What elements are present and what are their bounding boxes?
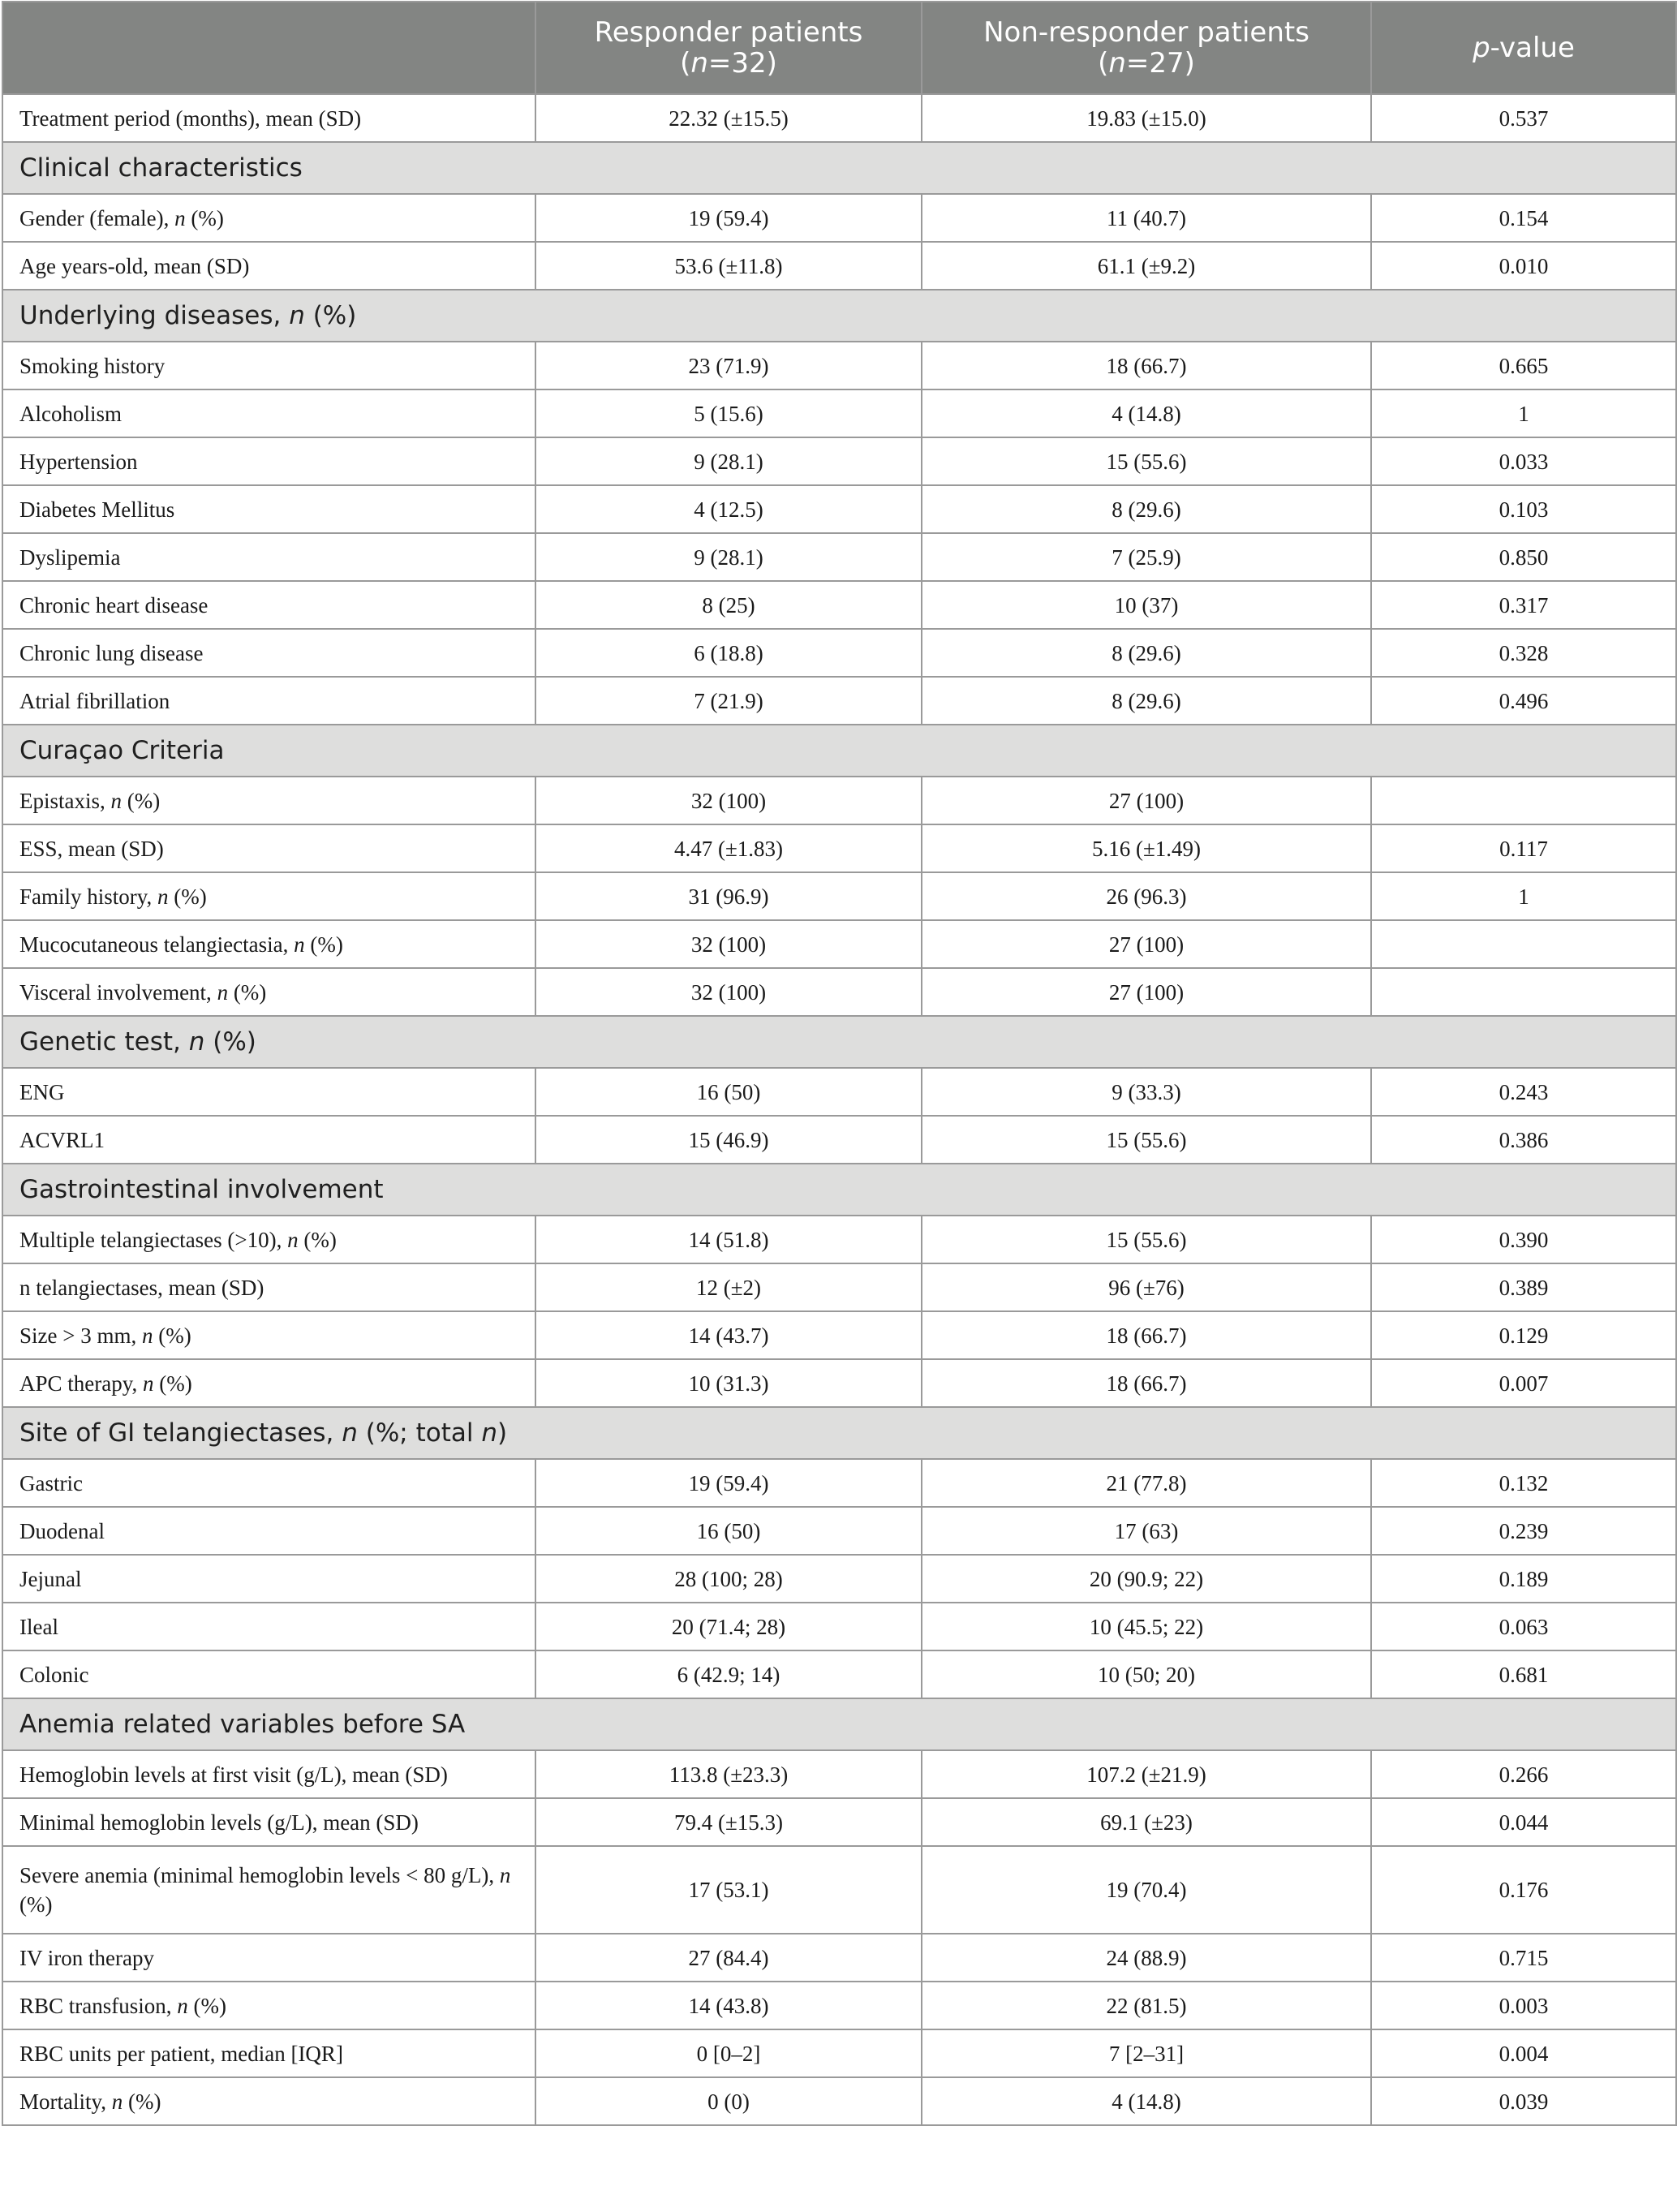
row-label: Visceral involvement, n (%) — [2, 968, 535, 1016]
table-row — [2, 1068, 1676, 1116]
table-row — [2, 1846, 1676, 1934]
responder-value: 9 (28.1) — [535, 533, 922, 581]
table-row — [2, 1982, 1676, 2029]
table-row — [2, 1650, 1676, 1698]
non-responder-value: 96 (±76) — [922, 1263, 1371, 1311]
responder-value: 9 (28.1) — [535, 437, 922, 485]
table-row — [2, 1263, 1676, 1311]
table-row — [2, 437, 1676, 485]
responder-value: 113.8 (±23.3) — [535, 1750, 922, 1798]
responder-value: 19 (59.4) — [535, 194, 922, 242]
header-non-responder-title: Non-responder patients — [983, 16, 1309, 49]
non-responder-value: 27 (100) — [922, 968, 1371, 1016]
row-label: ENG — [2, 1068, 535, 1116]
responder-value: 79.4 (±15.3) — [535, 1798, 922, 1846]
header-non-responder — [922, 2, 1371, 94]
responder-value: 7 (21.9) — [535, 677, 922, 725]
non-responder-value: 26 (96.3) — [922, 872, 1371, 920]
table-row — [2, 194, 1676, 242]
p-value: 0.715 — [1371, 1934, 1676, 1982]
p-value: 0.044 — [1371, 1798, 1676, 1846]
p-value: 0.681 — [1371, 1650, 1676, 1698]
header-responder-title: Responder patients — [594, 16, 863, 49]
section-header-row — [2, 1016, 1676, 1068]
non-responder-value: 27 (100) — [922, 920, 1371, 968]
non-responder-value: 107.2 (±21.9) — [922, 1750, 1371, 1798]
table-row — [2, 2029, 1676, 2077]
p-value: 0.537 — [1371, 94, 1676, 142]
responder-value: 14 (43.8) — [535, 1982, 922, 2029]
non-responder-value: 19 (70.4) — [922, 1846, 1371, 1934]
non-responder-value: 15 (55.6) — [922, 437, 1371, 485]
row-label: Multiple telangiectases (>10), n (%) — [2, 1216, 535, 1263]
row-label: Chronic heart disease — [2, 581, 535, 629]
section-title: Underlying diseases, n (%) — [2, 290, 1676, 342]
row-label: Gender (female), n (%) — [2, 194, 535, 242]
p-value: 0.189 — [1371, 1555, 1676, 1603]
p-value: 0.389 — [1371, 1263, 1676, 1311]
p-value: 0.386 — [1371, 1116, 1676, 1164]
responder-value: 10 (31.3) — [535, 1359, 922, 1407]
section-header-row — [2, 142, 1676, 194]
responder-value: 4 (12.5) — [535, 485, 922, 533]
table-row — [2, 1116, 1676, 1164]
non-responder-value: 8 (29.6) — [922, 677, 1371, 725]
row-label: Jejunal — [2, 1555, 535, 1603]
responder-value: 19 (59.4) — [535, 1459, 922, 1507]
responder-value: 28 (100; 28) — [535, 1555, 922, 1603]
table-body — [2, 94, 1676, 2125]
row-label: Ileal — [2, 1603, 535, 1650]
responder-value: 16 (50) — [535, 1068, 922, 1116]
row-label: Diabetes Mellitus — [2, 485, 535, 533]
non-responder-value: 7 (25.9) — [922, 533, 1371, 581]
table-row — [2, 629, 1676, 677]
p-value: 0.390 — [1371, 1216, 1676, 1263]
p-value: 0.266 — [1371, 1750, 1676, 1798]
header-non-responder-n: (n=27) — [1098, 47, 1195, 80]
table-row — [2, 389, 1676, 437]
responder-value: 14 (43.7) — [535, 1311, 922, 1359]
section-header-row — [2, 1164, 1676, 1216]
p-value: 0.665 — [1371, 342, 1676, 389]
non-responder-value: 24 (88.9) — [922, 1934, 1371, 1982]
p-value: 0.243 — [1371, 1068, 1676, 1116]
table-row — [2, 533, 1676, 581]
p-value: 0.063 — [1371, 1603, 1676, 1650]
row-label: IV iron therapy — [2, 1934, 535, 1982]
row-label: Treatment period (months), mean (SD) — [2, 94, 535, 142]
row-label: Mucocutaneous telangiectasia, n (%) — [2, 920, 535, 968]
p-value — [1371, 968, 1676, 1016]
non-responder-value: 15 (55.6) — [922, 1216, 1371, 1263]
non-responder-value: 20 (90.9; 22) — [922, 1555, 1371, 1603]
row-label: Epistaxis, n (%) — [2, 777, 535, 824]
p-value: 0.154 — [1371, 194, 1676, 242]
p-value: 0.010 — [1371, 242, 1676, 290]
row-label: RBC units per patient, median [IQR] — [2, 2029, 535, 2077]
row-label: n telangiectases, mean (SD) — [2, 1263, 535, 1311]
non-responder-value: 61.1 (±9.2) — [922, 242, 1371, 290]
table-row — [2, 94, 1676, 142]
responder-value: 0 (0) — [535, 2077, 922, 2125]
non-responder-value: 10 (37) — [922, 581, 1371, 629]
row-label: Dyslipemia — [2, 533, 535, 581]
responder-value: 8 (25) — [535, 581, 922, 629]
p-value: 0.129 — [1371, 1311, 1676, 1359]
responder-value: 31 (96.9) — [535, 872, 922, 920]
row-label: Severe anemia (minimal hemoglobin levels < 80 g/L), n (%) — [2, 1846, 535, 1934]
table-row — [2, 1798, 1676, 1846]
non-responder-value: 11 (40.7) — [922, 194, 1371, 242]
section-title: Anemia related variables before SA — [2, 1698, 1676, 1750]
table-row — [2, 342, 1676, 389]
table-row — [2, 872, 1676, 920]
responder-value: 23 (71.9) — [535, 342, 922, 389]
responder-value: 16 (50) — [535, 1507, 922, 1555]
p-value: 1 — [1371, 872, 1676, 920]
table-row — [2, 2077, 1676, 2125]
non-responder-value: 8 (29.6) — [922, 629, 1371, 677]
table-row — [2, 242, 1676, 290]
responder-value: 32 (100) — [535, 777, 922, 824]
non-responder-value: 7 [2–31] — [922, 2029, 1371, 2077]
p-value: 0.496 — [1371, 677, 1676, 725]
section-title: Gastrointestinal involvement — [2, 1164, 1676, 1216]
non-responder-value: 69.1 (±23) — [922, 1798, 1371, 1846]
table-row — [2, 1934, 1676, 1982]
p-value: 0.004 — [1371, 2029, 1676, 2077]
row-label: Atrial fibrillation — [2, 677, 535, 725]
p-value: 0.176 — [1371, 1846, 1676, 1934]
responder-value: 5 (15.6) — [535, 389, 922, 437]
row-label: Duodenal — [2, 1507, 535, 1555]
table-row — [2, 824, 1676, 872]
section-title: Genetic test, n (%) — [2, 1016, 1676, 1068]
row-label: ACVRL1 — [2, 1116, 535, 1164]
table-row — [2, 581, 1676, 629]
row-label: Smoking history — [2, 342, 535, 389]
row-label: Age years-old, mean (SD) — [2, 242, 535, 290]
non-responder-value: 27 (100) — [922, 777, 1371, 824]
header-empty-cell — [2, 2, 535, 94]
table-row — [2, 677, 1676, 725]
row-label: Hemoglobin levels at first visit (g/L), mean (SD) — [2, 1750, 535, 1798]
p-value: 0.103 — [1371, 485, 1676, 533]
row-label: Chronic lung disease — [2, 629, 535, 677]
row-label: Colonic — [2, 1650, 535, 1698]
non-responder-value: 8 (29.6) — [922, 485, 1371, 533]
p-value — [1371, 920, 1676, 968]
non-responder-value: 21 (77.8) — [922, 1459, 1371, 1507]
row-label: RBC transfusion, n (%) — [2, 1982, 535, 2029]
row-label: Family history, n (%) — [2, 872, 535, 920]
p-value — [1371, 777, 1676, 824]
non-responder-value: 10 (45.5; 22) — [922, 1603, 1371, 1650]
row-label: Size > 3 mm, n (%) — [2, 1311, 535, 1359]
row-label: Minimal hemoglobin levels (g/L), mean (SD) — [2, 1798, 535, 1846]
header-row — [2, 2, 1676, 94]
table-row — [2, 968, 1676, 1016]
row-label: ESS, mean (SD) — [2, 824, 535, 872]
row-label: Alcoholism — [2, 389, 535, 437]
responder-value: 22.32 (±15.5) — [535, 94, 922, 142]
row-label: Hypertension — [2, 437, 535, 485]
section-header-row — [2, 1698, 1676, 1750]
row-label: Mortality, n (%) — [2, 2077, 535, 2125]
p-value: 0.850 — [1371, 533, 1676, 581]
table-row — [2, 1555, 1676, 1603]
p-value: 0.033 — [1371, 437, 1676, 485]
non-responder-value: 9 (33.3) — [922, 1068, 1371, 1116]
responder-value: 27 (84.4) — [535, 1934, 922, 1982]
p-value: 0.317 — [1371, 581, 1676, 629]
responder-value: 32 (100) — [535, 968, 922, 1016]
row-label: Gastric — [2, 1459, 535, 1507]
non-responder-value: 10 (50; 20) — [922, 1650, 1371, 1698]
p-value: 0.132 — [1371, 1459, 1676, 1507]
p-value: 0.039 — [1371, 2077, 1676, 2125]
p-value: 0.328 — [1371, 629, 1676, 677]
data-table — [2, 1, 1677, 2126]
section-header-row — [2, 290, 1676, 342]
table-row — [2, 1359, 1676, 1407]
p-value: 0.117 — [1371, 824, 1676, 872]
section-title: Site of GI telangiectases, n (%; total n) — [2, 1407, 1676, 1459]
responder-value: 4.47 (±1.83) — [535, 824, 922, 872]
section-header-row — [2, 1407, 1676, 1459]
non-responder-value: 4 (14.8) — [922, 389, 1371, 437]
non-responder-value: 22 (81.5) — [922, 1982, 1371, 2029]
table-row — [2, 1459, 1676, 1507]
responder-value: 6 (42.9; 14) — [535, 1650, 922, 1698]
table-row — [2, 1216, 1676, 1263]
responder-value: 17 (53.1) — [535, 1846, 922, 1934]
responder-value: 14 (51.8) — [535, 1216, 922, 1263]
p-value: 0.239 — [1371, 1507, 1676, 1555]
non-responder-value: 18 (66.7) — [922, 1311, 1371, 1359]
responder-value: 0 [0–2] — [535, 2029, 922, 2077]
table-row — [2, 485, 1676, 533]
non-responder-value: 18 (66.7) — [922, 1359, 1371, 1407]
non-responder-value: 15 (55.6) — [922, 1116, 1371, 1164]
table-row — [2, 1507, 1676, 1555]
table-row — [2, 1311, 1676, 1359]
responder-value: 20 (71.4; 28) — [535, 1603, 922, 1650]
p-value: 0.003 — [1371, 1982, 1676, 2029]
responder-value: 53.6 (±11.8) — [535, 242, 922, 290]
row-label: APC therapy, n (%) — [2, 1359, 535, 1407]
responder-value: 6 (18.8) — [535, 629, 922, 677]
responder-value: 15 (46.9) — [535, 1116, 922, 1164]
header-p-value: p-value — [1371, 2, 1676, 94]
table-row — [2, 777, 1676, 824]
non-responder-value: 5.16 (±1.49) — [922, 824, 1371, 872]
header-responder — [535, 2, 922, 94]
table-row — [2, 1603, 1676, 1650]
non-responder-value: 17 (63) — [922, 1507, 1371, 1555]
responder-value: 32 (100) — [535, 920, 922, 968]
p-value: 1 — [1371, 389, 1676, 437]
non-responder-value: 19.83 (±15.0) — [922, 94, 1371, 142]
section-title: Clinical characteristics — [2, 142, 1676, 194]
p-value: 0.007 — [1371, 1359, 1676, 1407]
section-header-row — [2, 725, 1676, 777]
table-row — [2, 920, 1676, 968]
table-row — [2, 1750, 1676, 1798]
responder-value: 12 (±2) — [535, 1263, 922, 1311]
section-title: Curaçao Criteria — [2, 725, 1676, 777]
non-responder-value: 18 (66.7) — [922, 342, 1371, 389]
header-responder-n: (n=32) — [680, 47, 777, 80]
non-responder-value: 4 (14.8) — [922, 2077, 1371, 2125]
